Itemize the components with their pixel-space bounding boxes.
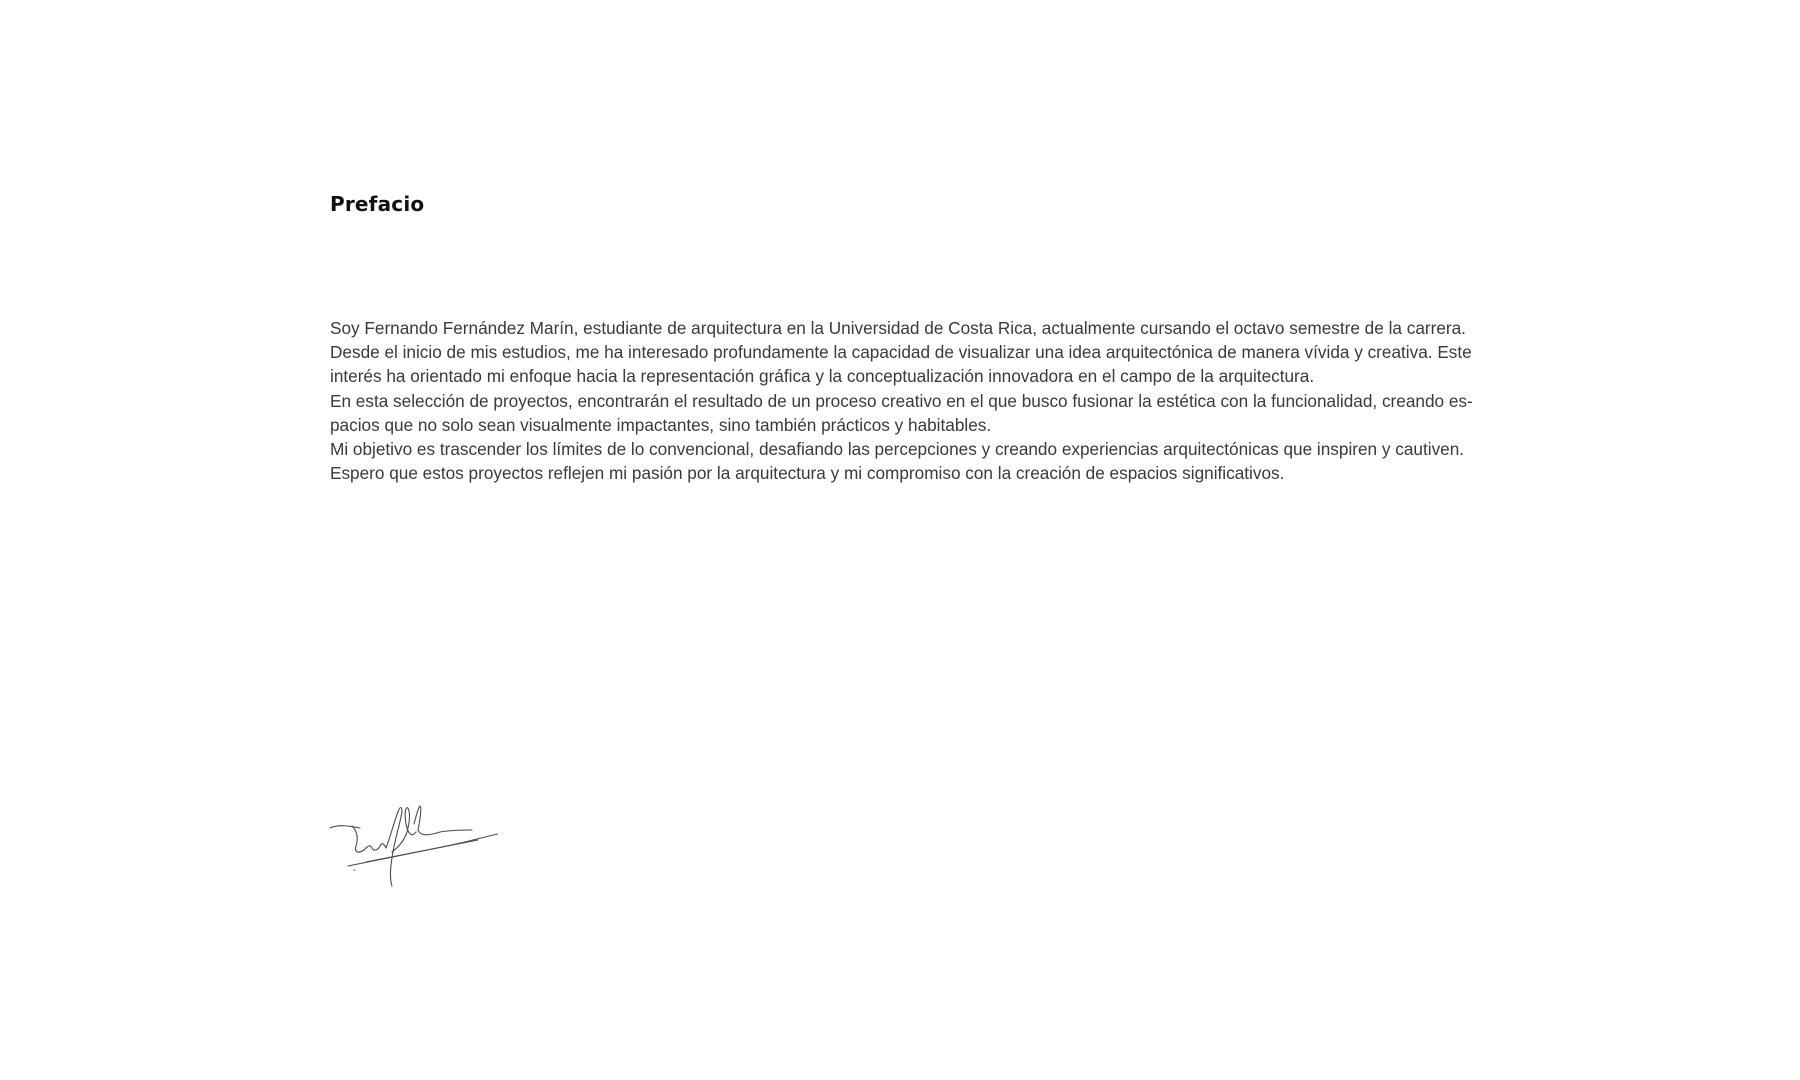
preface-line: Espero que estos proyectos reflejen mi pasión por la arquitectura y mi compromiso con la creación de espacios significativos. [330,463,1285,484]
preface-line: Mi objetivo es trascender los límites de lo convencional, desafiando las percepciones y creando experiencias arquitectónicas que inspiren y cautiven. [330,439,1465,460]
preface-body [330,316,1530,485]
handwritten-signature [328,802,498,892]
preface-line: En esta selección de proyectos, encontrarán el resultado de un proceso creativo en el que busco fusionar la estética con la funcionalidad, creando es- [330,390,1473,411]
page-title: Prefacio [330,192,425,216]
preface-line: interés ha orientado mi enfoque hacia la representación gráfica y la conceptualización innovadora en el campo de la arquitectura. [330,366,1315,387]
preface-line: Soy Fernando Fernández Marín, estudiante de arquitectura en la Universidad de Costa Rica, actualmente cursando el octavo semestre de la carrera. [330,318,1466,338]
preface-line: pacios que no solo sean visualmente impactantes, sino también prácticos y habitables. [330,414,992,435]
preface-line: Desde el inicio de mis estudios, me ha interesado profundamente la capacidad de visualizar una idea arquitectónica de manera vívida y creativa. Este [330,342,1472,363]
